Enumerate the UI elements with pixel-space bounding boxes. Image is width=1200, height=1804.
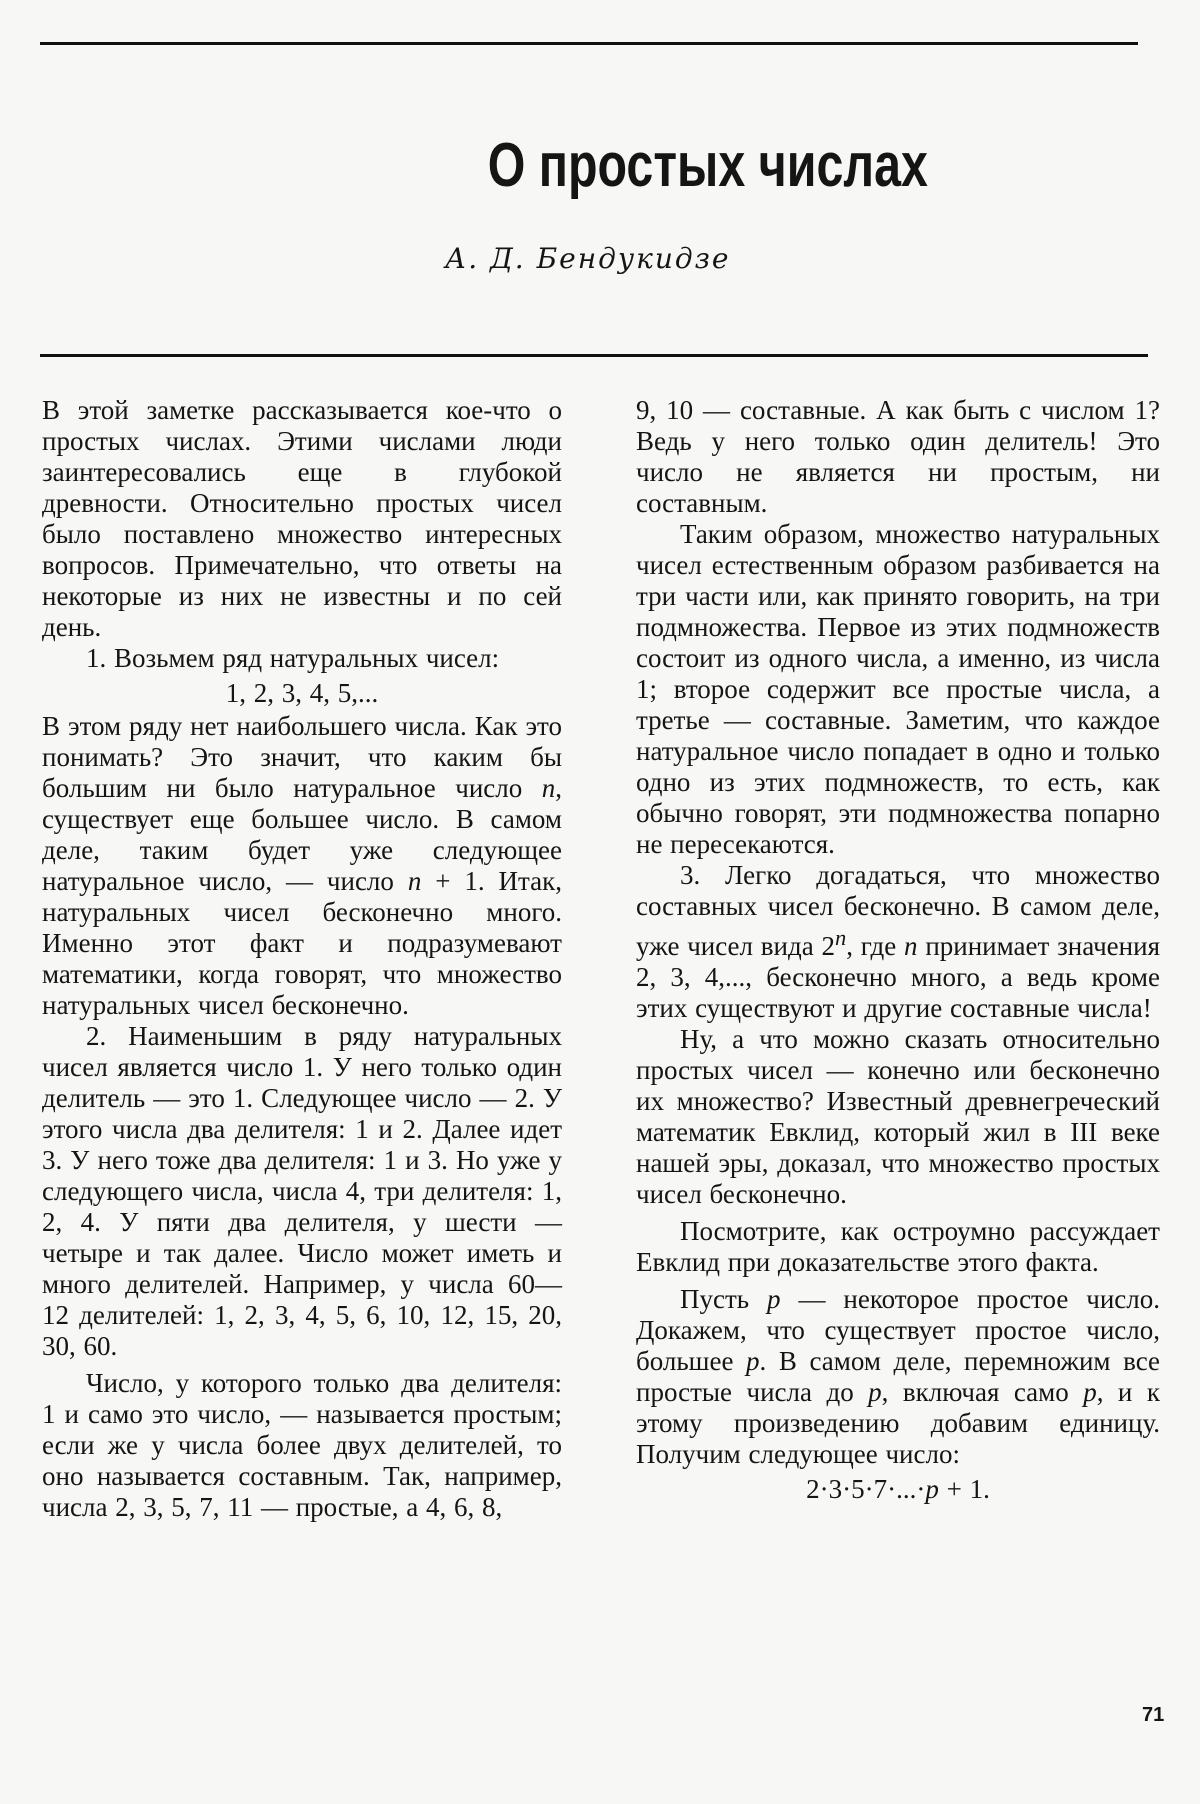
formula-euclid-product: 2·3·5·7·...·p + 1.: [806, 1474, 990, 1504]
right-paragraph-section-3: 3. Легко догадаться, что множество составных чисел бесконечно. В самом деле, уже чисел вида 2$^n$, где n принимает значения 2, 3, 4,..., бесконечно много, а ведь кроме этих существуют и другие составные числа!: [636, 860, 1160, 1023]
variable-n: n: [904, 931, 918, 961]
left-column: [42, 395, 562, 1523]
variable-n: n: [541, 773, 556, 803]
variable-p: p: [868, 1377, 882, 1407]
exponent-n: n: [835, 925, 847, 950]
left-paragraph-intro: В этой заметке рассказывается кое-что о простых числах. Этими числами люди заинтересовались еще в глубокой древности. Относительно простых чисел было поставлено множество интересных вопросов. Примечательно, что ответы на некоторые из них не известны и по сей день.: [42, 395, 562, 642]
variable-p: p: [1083, 1377, 1097, 1407]
right-paragraph-subsets: Таким образом, множество натуральных чисел естественным образом разбивается на три части или, как принято говорить, на три подмножества. Первое из этих подмножеств состоит из одного числа, а именно, из числа 1; второе содержит все простые числа, а третье — составные. Заметим, что каждое натуральное число попадает в одно и только одно из этих подмножеств, то есть, как обычно говорят, эти подмножества попарно не пересекаются.: [636, 519, 1160, 859]
variable-p: p: [767, 1284, 781, 1314]
author-name: А. Д. Бендукидзе: [445, 242, 731, 275]
left-paragraph-section-2: 2. Наименьшим в ряду натуральных чисел является число 1. У него только один делитель — это 1. Следующее число — 2. У этого числа два делителя: 1 и 2. Далее идет 3. У него тоже два делителя: 1 и 3. Но уже у следующего числа, числа 4, три делителя: 1, 2, 4. У пяти два делителя, у шести — четыре и так далее. Число может иметь и много делителей. Например, у числа 60— 12 делителей: 1, 2, 3, 4, 5, 6, 10, 12, 15, 20, 30, 60.: [42, 1021, 562, 1361]
variable-p: p: [925, 1474, 939, 1504]
right-paragraph-euclid: Ну, а что можно сказать относительно простых чисел — конечно или бесконечно их множество? Известный древнегреческий математик Евклид, который жил в III веке нашей эры, доказал, что множество простых чисел бесконечно.: [636, 1024, 1160, 1209]
variable-p: p: [746, 1346, 760, 1376]
right-paragraph-proof-intro: Посмотрите, как остроумно рассуждает Евклид при доказательстве этого факта.: [636, 1216, 1160, 1277]
left-paragraph-definition: Число, у которого только два делителя: 1 и само это число, — называется простым; если же у числа более двух делителей, то оно называется составным. Так, например, числа 2, 3, 5, 7, 11 — простые, а 4, 6, 8,: [42, 1368, 562, 1522]
right-paragraph-continuation: 9, 10 — составные. А как быть с числом 1? Ведь у него только один делитель! Это число не является ни простым, ни составным.: [636, 395, 1160, 518]
left-paragraph-section-1: 1. Возьмем ряд натуральных чисел:: [86, 643, 500, 673]
right-paragraph-proof: Пусть p — некоторое простое число. Докажем, что существует простое число, большее p. В самом деле, перемножим все простые числа до p, включая само p, и к этому произведению добавим единицу. Получим следующее число:: [636, 1284, 1160, 1469]
right-column: [636, 395, 1160, 1507]
title-text: О простых числах: [487, 131, 928, 200]
formula-natural-numbers: 1, 2, 3, 4, 5,...: [225, 678, 379, 708]
page-number: 71: [1142, 1704, 1165, 1726]
variable-n: n: [407, 866, 422, 896]
header-divider: [40, 354, 1148, 357]
top-rule: [40, 42, 1138, 45]
page-title: [154, 130, 1090, 201]
left-paragraph-infinity: В этом ряду нет наибольшего числа. Как это понимать? Это значит, что каким бы большим ни было натуральное число n, существует еще большее число. В самом деле, таким будет уже следующее натуральное число, — число n + 1. Итак, натуральных чисел бесконечно много. Именно этот факт и подразумевают математики, когда говорят, что множество натуральных чисел бесконечно.: [42, 711, 562, 1020]
